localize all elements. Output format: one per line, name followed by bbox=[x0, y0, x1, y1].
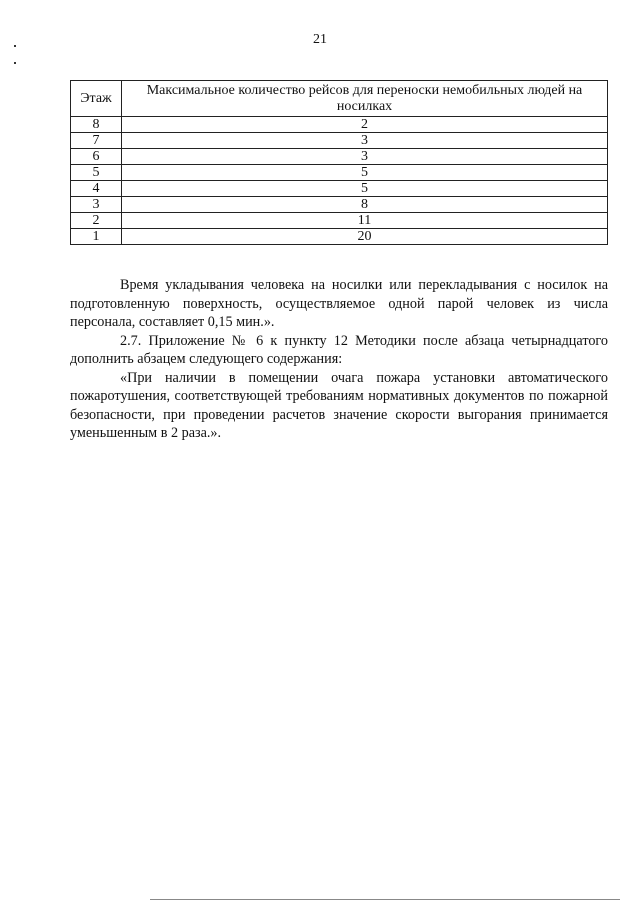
paragraph-stretcher-time: Время укладывания человека на носилки или перекладывания с носилок на подготовленную поверхность, осуществляемое одной парой человек из числа персонала, составляет 0,15 мин.». bbox=[70, 277, 608, 330]
cell-trips: 3 bbox=[122, 133, 608, 149]
cell-floor: 2 bbox=[71, 213, 122, 229]
cell-floor: 8 bbox=[71, 117, 122, 133]
paragraph-quote: «При наличии в помещении очага пожара установки автоматического пожаротушения, соответствующей требованиям нормативных документов по пожарной безопасности, при проведении расчетов значение скорости выгорания принимается уменьшенным в 2 раза.». bbox=[70, 369, 608, 441]
table-row bbox=[71, 165, 608, 181]
table-header-row bbox=[71, 81, 608, 117]
table-row bbox=[71, 213, 608, 229]
cell-trips: 5 bbox=[122, 165, 608, 181]
table-row bbox=[71, 117, 608, 133]
cell-trips: 20 bbox=[122, 229, 608, 245]
cell-floor: 1 bbox=[71, 229, 122, 245]
paragraph-amendment: 2.7. Приложение № 6 к пункту 12 Методики после абзаца четырнадцатого дополнить абзацем следующего содержания: bbox=[70, 332, 608, 367]
page-number: 21 bbox=[313, 32, 327, 47]
cell-floor: 5 bbox=[71, 165, 122, 181]
table-row bbox=[71, 197, 608, 213]
cell-trips: 5 bbox=[122, 181, 608, 197]
table-row bbox=[71, 133, 608, 149]
cell-floor: 7 bbox=[71, 133, 122, 149]
scan-edge-line bbox=[150, 899, 620, 900]
cell-floor: 4 bbox=[71, 181, 122, 197]
cell-trips: 11 bbox=[122, 213, 608, 229]
header-floor: Этаж bbox=[71, 81, 122, 117]
table-row bbox=[71, 181, 608, 197]
margin-mark bbox=[14, 62, 16, 64]
cell-floor: 6 bbox=[71, 149, 122, 165]
cell-trips: 8 bbox=[122, 197, 608, 213]
evacuation-trips-table bbox=[70, 80, 608, 245]
table-row bbox=[71, 149, 608, 165]
cell-floor: 3 bbox=[71, 197, 122, 213]
cell-trips: 3 bbox=[122, 149, 608, 165]
table-row bbox=[71, 229, 608, 245]
header-trips: Максимальное количество рейсов для переноски немобильных людей на носилках bbox=[122, 81, 608, 117]
body-text bbox=[70, 276, 608, 443]
cell-trips: 2 bbox=[122, 117, 608, 133]
margin-mark bbox=[14, 45, 16, 47]
